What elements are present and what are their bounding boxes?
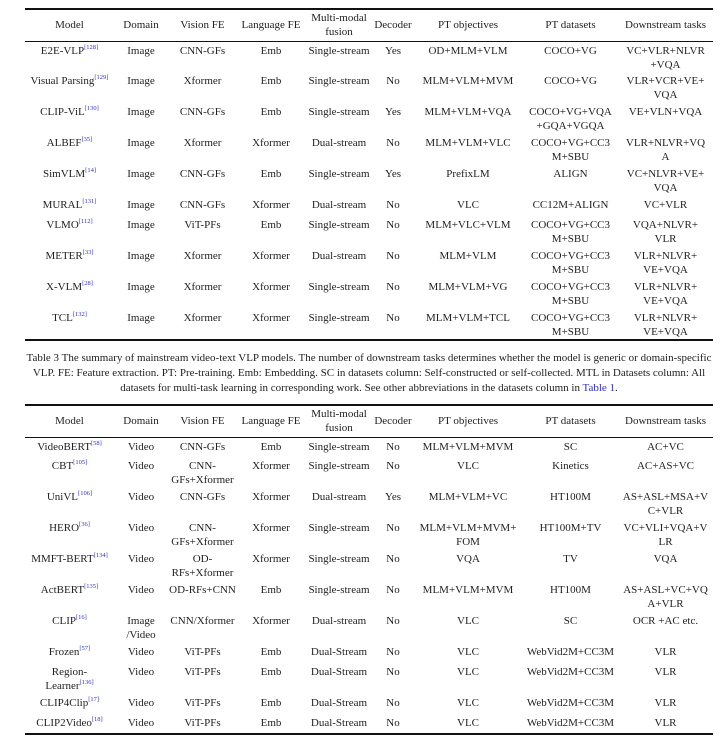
table-cell: OCR +AC etc.: [632, 615, 699, 627]
table-cell: MLM+VLM+MVM: [422, 75, 514, 87]
table-cell: Kinetics: [552, 460, 589, 472]
column-header: Decoder: [373, 405, 413, 437]
table-row: [25, 519, 713, 550]
citation-link[interactable]: [134]: [93, 552, 108, 559]
table-cell: HT100M+TV: [539, 522, 602, 534]
column-header: Vision FE: [168, 9, 237, 41]
table-cell: Single-stream: [308, 553, 370, 565]
column-header: Multi-modal fusion: [305, 9, 373, 41]
table-cell: VC+VLR+NLVR +VQA: [626, 44, 705, 71]
table-cell: Xformer: [252, 250, 290, 262]
model-name: HERO: [49, 522, 80, 534]
model-name: UniVL: [46, 491, 79, 503]
table-cell: Emb: [260, 697, 282, 709]
table-cell: No: [386, 666, 400, 678]
model-name: E2E-VLP: [40, 44, 85, 57]
table-cell: AS+ASL+VC+VQ A+VLR: [623, 584, 708, 610]
table-cell: CNN- GFs+Xformer: [171, 460, 234, 486]
table-cell: Xformer: [252, 281, 290, 293]
model-name: Region- Learner: [45, 666, 88, 692]
table-row: [25, 714, 713, 734]
table-row: [25, 134, 713, 165]
table-row: [25, 694, 713, 714]
table-cell: No: [386, 440, 400, 453]
table-cell: Emb: [260, 646, 282, 658]
table-cell: VLC: [457, 717, 479, 729]
model-cell: [25, 663, 114, 694]
table-cell: ViT-PFs: [184, 717, 221, 729]
table-cell: VLR+VCR+VE+ VQA: [626, 75, 705, 101]
table-cell: WebVid2M+CC3M: [526, 697, 615, 709]
table-row: [25, 216, 713, 247]
table-cell: MLM+VLM+MVM: [422, 584, 514, 596]
citation-link[interactable]: [57]: [79, 645, 91, 652]
table-cell: Xformer: [252, 137, 290, 149]
table-row: [25, 437, 713, 457]
table-cell: No: [386, 250, 400, 262]
table-row: [25, 663, 713, 694]
column-header: Language FE: [237, 405, 305, 437]
citation-link[interactable]: [28]: [82, 280, 93, 287]
table-cell: VE+VLN+VQA: [628, 106, 703, 118]
table-cell: Video: [127, 646, 155, 658]
table-cell: Video: [127, 440, 155, 453]
model-cell: [25, 694, 114, 714]
table-cell: OD+MLM+VLM: [428, 44, 508, 57]
table-cell: No: [386, 717, 400, 729]
table-cell: OD-RFs+CNN: [169, 584, 236, 596]
table-cell: Yes: [384, 44, 401, 57]
table-cell: No: [386, 281, 400, 293]
table-cell: Video: [127, 553, 155, 565]
table-cell: Image: [127, 219, 155, 231]
table-cell: No: [386, 584, 400, 596]
table-cell: MLM+VLM: [439, 250, 497, 262]
table-cell: Emb: [260, 44, 282, 57]
table-cell: Video: [127, 491, 155, 503]
table-row: [25, 309, 713, 340]
table-cell: CNN-GFs: [179, 440, 226, 453]
table-row: [25, 72, 713, 103]
table-cell: OD- RFs+Xformer: [171, 553, 234, 579]
model-cell: [25, 216, 114, 247]
table-cell: Xformer: [252, 522, 290, 534]
model-name: TCL: [52, 312, 73, 324]
table-cell: COCO+VG+VQA +GQA+VGQA: [529, 106, 612, 132]
table-cell: Single-stream: [308, 168, 370, 180]
table-cell: Image: [127, 312, 155, 324]
table-cell: VLR: [654, 717, 677, 729]
table-cell: VLR+NLVR+VQ A: [625, 137, 706, 163]
citation-link[interactable]: [14]: [85, 167, 97, 174]
table-cell: SC: [563, 615, 578, 627]
table-row: [25, 457, 713, 488]
table-cell: MLM+VLM+MVM: [422, 440, 514, 453]
table-row: [25, 550, 713, 581]
table-cell: Emb: [260, 75, 282, 87]
table-cell: COCO+VG: [544, 75, 597, 87]
table-cell: AC+AS+VC: [636, 460, 695, 472]
citation-link[interactable]: [17]: [88, 696, 100, 703]
model-cell: [25, 550, 114, 581]
model-cell: [25, 309, 114, 340]
table-cell: Video: [127, 717, 155, 729]
table-cell: ALIGN: [553, 168, 588, 180]
model-cell: [25, 165, 114, 196]
table-cell: VLR: [654, 666, 677, 678]
table-cell: Single-stream: [308, 106, 370, 118]
table-cell: Emb: [260, 666, 282, 678]
model-cell: [25, 519, 114, 550]
table-cell: VLC: [457, 666, 479, 678]
table-cell: No: [386, 646, 400, 658]
table-cell: Video: [127, 584, 155, 596]
table-cell: SC: [563, 440, 578, 453]
table-cell: COCO+VG+CC3 M+SBU: [530, 281, 611, 307]
table-cell: No: [386, 522, 400, 534]
model-name: VideoBERT: [37, 440, 91, 453]
table-cell: No: [386, 697, 400, 709]
table-cell: VQA: [456, 553, 480, 565]
column-header: PT datasets: [523, 9, 618, 41]
model-name: METER: [45, 250, 83, 262]
column-header: Vision FE: [168, 405, 237, 437]
table-cell: AC+VC: [647, 440, 684, 453]
table-cell: VLC: [457, 697, 479, 709]
table-cell: Image: [127, 44, 155, 57]
table-cell: HT100M: [550, 584, 591, 596]
citation-link[interactable]: [136]: [79, 679, 94, 686]
table-cell: Single-stream: [308, 522, 370, 534]
model-name: MMFT-BERT: [31, 553, 94, 565]
table-cell: Dual-stream: [311, 199, 367, 211]
model-name: CBT: [51, 460, 74, 472]
table-cell: Image: [127, 137, 155, 149]
table-cell: Xformer: [183, 281, 222, 293]
table-cell: ViT-PFs: [184, 219, 221, 231]
model-cell: [25, 103, 114, 134]
table-row: [25, 247, 713, 278]
model-cell: [25, 278, 114, 309]
table-cell: No: [386, 75, 400, 87]
table-cell: Emb: [260, 584, 282, 596]
table-cell: Xformer: [252, 312, 290, 324]
table-row: [25, 41, 713, 72]
table-row: [25, 103, 713, 134]
model-name: CLIP2Video: [36, 717, 92, 729]
model-cell: [25, 714, 114, 734]
model-cell: [25, 612, 114, 643]
table-cell: VLC: [457, 646, 479, 658]
model-name: ALBEF: [46, 137, 82, 149]
table-cell: VLC: [457, 615, 479, 627]
table-cell: Image: [127, 281, 155, 293]
column-header: PT objectives: [413, 405, 523, 437]
citation-link[interactable]: [35]: [81, 136, 93, 143]
table-cell: CNN/Xformer: [170, 615, 235, 627]
table-cell: Emb: [260, 168, 282, 180]
table-cell: Xformer: [183, 137, 222, 149]
table-cell: No: [386, 553, 400, 565]
table-cell: Xformer: [252, 199, 290, 211]
table-cell: AS+ASL+MSA+V C+VLR: [622, 491, 709, 517]
model-name: VLMO: [46, 219, 79, 231]
table-row: [25, 278, 713, 309]
table-cell: Emb: [260, 440, 282, 453]
column-header: Domain: [114, 9, 168, 41]
table-cell: MLM+VLM+VQA: [424, 106, 512, 118]
column-header: PT datasets: [523, 405, 618, 437]
table-1-link[interactable]: Table 1: [582, 382, 616, 394]
table-cell: TV: [563, 553, 578, 565]
table-cell: VLR: [654, 646, 677, 658]
video-text-vlp-table: [25, 404, 713, 735]
table-cell: MLM+VLM+MVM+ FOM: [419, 522, 517, 548]
model-name: Visual Parsing: [30, 75, 95, 87]
table-cell: COCO+VG+CC3 M+SBU: [530, 250, 611, 276]
table-cell: VC+VLI+VQA+V LR: [623, 522, 708, 548]
table-cell: Image: [127, 250, 155, 262]
model-cell: [25, 41, 114, 72]
citation-link[interactable]: [112]: [78, 218, 93, 225]
table-cell: COCO+VG+CC3 M+SBU: [530, 312, 611, 338]
citation-link[interactable]: [135]: [84, 583, 99, 590]
table-cell: Video: [127, 522, 155, 534]
table-header-row: [25, 405, 713, 437]
model-cell: [25, 247, 114, 278]
citation-link[interactable]: [106]: [78, 490, 93, 497]
table-cell: CNN-GFs: [179, 44, 226, 57]
model-cell: [25, 457, 114, 488]
column-header: Downstream tasks: [618, 9, 713, 41]
citation-link[interactable]: [128]: [84, 43, 99, 51]
model-name: Frozen: [48, 646, 80, 658]
table-cell: No: [386, 137, 400, 149]
table-cell: CC12M+ALIGN: [532, 199, 609, 211]
table-cell: MLM+VLM+TCL: [426, 312, 510, 324]
citation-link[interactable]: [105]: [73, 459, 88, 466]
citation-link[interactable]: [131]: [82, 198, 97, 205]
table-header-row: [25, 9, 713, 41]
table-cell: Single-stream: [308, 75, 370, 87]
table-cell: VC+NLVR+VE+ VQA: [626, 168, 705, 194]
column-header: Multi-modal fusion: [305, 405, 373, 437]
model-cell: [25, 643, 114, 663]
model-cell: [25, 581, 114, 612]
model-name: CLIP: [52, 615, 76, 627]
table-cell: Single-stream: [308, 440, 370, 453]
table-cell: Xformer: [252, 553, 290, 565]
table-cell: Single-stream: [308, 44, 370, 57]
table-cell: No: [386, 199, 400, 211]
table-cell: CNN-GFs: [179, 168, 226, 180]
model-name: CLIP-ViL: [40, 106, 85, 118]
table-cell: Dual-stream: [311, 250, 367, 262]
table-cell: Emb: [260, 717, 282, 729]
table-cell: WebVid2M+CC3M: [526, 717, 615, 729]
table-cell: MLM+VLM+VG: [428, 281, 508, 293]
table-cell: Dual-stream: [311, 615, 367, 627]
table-row: [25, 488, 713, 519]
table-row: [25, 196, 713, 216]
table-cell: CNN-GFs: [179, 199, 226, 211]
table-cell: MLM+VLM+VLC: [425, 137, 511, 149]
table-cell: Dual-Stream: [310, 717, 368, 729]
table-cell: No: [386, 312, 400, 324]
citation-link[interactable]: [130]: [84, 105, 99, 112]
model-name: X-VLM: [46, 281, 83, 293]
table-cell: Single-stream: [308, 281, 370, 293]
table-cell: MLM+VLC+VLM: [425, 219, 511, 231]
table-cell: Single-stream: [308, 219, 370, 231]
table-body: [25, 437, 713, 734]
column-header: Language FE: [237, 9, 305, 41]
table-cell: ViT-PFs: [184, 666, 221, 678]
table-cell: Xformer: [183, 250, 222, 262]
table-cell: Dual-Stream: [310, 697, 368, 709]
model-name: SimVLM: [42, 168, 86, 180]
table-cell: ViT-PFs: [184, 646, 221, 658]
table-cell: Yes: [384, 168, 401, 180]
table-cell: Dual-stream: [311, 137, 367, 149]
column-header: Domain: [114, 405, 168, 437]
caption-end: .: [615, 382, 618, 394]
table-cell: VLR+NLVR+ VE+VQA: [633, 312, 698, 338]
model-cell: [25, 134, 114, 165]
table-cell: Emb: [260, 219, 282, 231]
table-caption: [25, 351, 713, 396]
table-cell: Xformer: [252, 615, 290, 627]
table-cell: Single-stream: [308, 312, 370, 324]
table-row: [25, 165, 713, 196]
model-cell: [25, 437, 114, 457]
column-header: PT objectives: [413, 9, 523, 41]
table-cell: Yes: [384, 106, 401, 118]
table-cell: VLR: [654, 697, 677, 709]
table-cell: Image: [127, 168, 155, 180]
table-cell: ViT-PFs: [184, 697, 221, 709]
table-cell: Xformer: [183, 75, 222, 87]
table-cell: VLR+NLVR+ VE+VQA: [633, 250, 698, 276]
table-row: [25, 643, 713, 663]
table-cell: Xformer: [183, 312, 222, 324]
table-cell: No: [386, 460, 400, 472]
model-cell: [25, 488, 114, 519]
table-cell: Image: [127, 199, 155, 211]
table-cell: Emb: [260, 106, 282, 118]
table-cell: WebVid2M+CC3M: [526, 666, 615, 678]
table-cell: Xformer: [252, 491, 290, 503]
citation-link[interactable]: [16]: [76, 614, 87, 621]
table-cell: Video: [127, 697, 155, 709]
table-cell: Image /Video: [126, 615, 156, 641]
table-cell: VC+VLR: [643, 199, 688, 211]
table-cell: MLM+VLM+VC: [428, 491, 508, 503]
table-cell: Dual-Stream: [310, 646, 368, 658]
column-header: Decoder: [373, 9, 413, 41]
citation-link[interactable]: [132]: [72, 311, 87, 318]
table-cell: CNN-GFs: [179, 491, 226, 503]
table-row: [25, 581, 713, 612]
table-cell: Single-stream: [308, 584, 370, 596]
table-cell: WebVid2M+CC3M: [526, 646, 615, 658]
model-cell: [25, 196, 114, 216]
table-cell: PrefixLM: [446, 168, 490, 180]
table-cell: Video: [127, 666, 155, 678]
table-cell: VQA: [653, 553, 678, 565]
table-cell: Dual-stream: [311, 491, 367, 503]
citation-link[interactable]: [18]: [91, 716, 103, 723]
column-header: Model: [25, 9, 114, 41]
image-text-vlp-table: [25, 8, 713, 341]
model-name: CLIP4Clip: [39, 697, 89, 709]
table-cell: CNN-GFs: [179, 106, 226, 118]
table-cell: Yes: [384, 491, 401, 503]
table-cell: No: [386, 219, 400, 231]
citation-link[interactable]: [129]: [94, 74, 109, 81]
table-cell: Image: [127, 106, 155, 118]
table-cell: Dual-Stream: [310, 666, 368, 678]
model-cell: [25, 72, 114, 103]
table-cell: Single-stream: [308, 460, 370, 472]
model-name: ActBERT: [40, 584, 85, 596]
table-cell: VQA+NLVR+ VLR: [632, 219, 699, 245]
table-cell: Image: [127, 75, 155, 87]
table-body: [25, 41, 713, 340]
table-cell: COCO+VG: [544, 44, 597, 57]
table-row: [25, 612, 713, 643]
column-header: Model: [25, 405, 114, 437]
table-cell: CNN- GFs+Xformer: [171, 522, 234, 548]
model-name: MURAL: [42, 199, 83, 211]
citation-link[interactable]: [33]: [82, 249, 94, 256]
column-header: Downstream tasks: [618, 405, 713, 437]
caption-text: Table 3 The summary of mainstream video-text VLP models. The number of downstream tasks determines whether the model is generic or domain-specific VLP. FE: Feature extraction. PT: Pre-training. Emb: Embedding. SC in datasets column: Self-constructed or self-collected. MTL in Datasets column: All datasets for multi-task learning in corresponding work. See other abbreviations in the datasets column in: [26, 352, 712, 394]
table-cell: HT100M: [550, 491, 591, 503]
table-cell: VLC: [457, 199, 479, 211]
citation-link[interactable]: [36]: [79, 521, 90, 528]
table-cell: COCO+VG+CC3 M+SBU: [530, 137, 611, 163]
citation-link[interactable]: [58]: [90, 439, 102, 447]
table-cell: COCO+VG+CC3 M+SBU: [530, 219, 611, 245]
table-cell: Video: [127, 460, 155, 472]
table-cell: Xformer: [252, 460, 290, 472]
table-cell: VLR+NLVR+ VE+VQA: [633, 281, 698, 307]
table-cell: VLC: [457, 460, 479, 472]
table-cell: No: [386, 615, 400, 627]
